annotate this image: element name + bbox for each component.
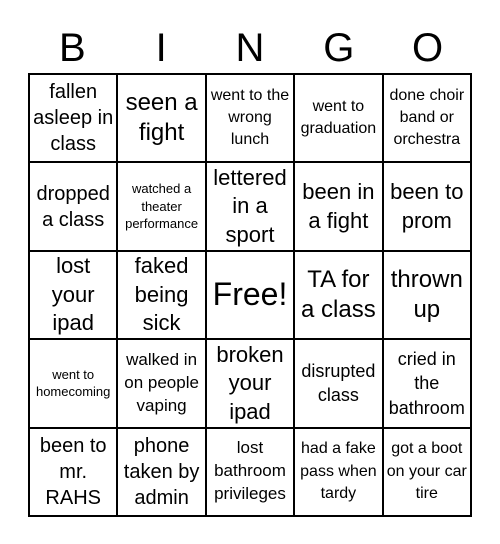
cell-text: fallen asleep in class xyxy=(33,81,114,156)
header-letter-i: I xyxy=(155,26,167,70)
bingo-cell[interactable] xyxy=(30,75,118,163)
cell-text: went to the wrong lunch xyxy=(210,86,290,149)
bingo-cell[interactable] xyxy=(207,163,295,251)
cell-text: done choir band or orchestra xyxy=(389,86,465,149)
bingo-cell[interactable] xyxy=(30,340,118,428)
bingo-cell[interactable] xyxy=(384,340,472,428)
cell-text: lettered in a sport xyxy=(213,164,287,247)
bingo-cell[interactable] xyxy=(118,429,206,517)
bingo-cell[interactable] xyxy=(295,75,383,163)
header-letter-n: N xyxy=(235,26,265,70)
bingo-cell[interactable] xyxy=(384,429,472,517)
cell-text: seen a fight xyxy=(125,89,198,147)
bingo-cell[interactable] xyxy=(295,252,383,340)
cell-text: went to homecoming xyxy=(35,366,111,400)
cell-text: went to graduation xyxy=(300,97,377,138)
cell-text: lost bathroom privileges xyxy=(214,438,286,504)
bingo-cell[interactable] xyxy=(118,75,206,163)
bingo-cell[interactable] xyxy=(207,340,295,428)
cell-text: dropped a class xyxy=(36,182,110,231)
free-space-text: Free! xyxy=(212,276,288,313)
header-letter-b: B xyxy=(59,26,86,70)
bingo-cell[interactable] xyxy=(118,163,206,251)
bingo-cell[interactable] xyxy=(118,252,206,340)
header-letter-o: O xyxy=(412,26,444,70)
header-letter-g: G xyxy=(323,26,355,70)
bingo-cell[interactable] xyxy=(207,75,295,163)
cell-text: TA for a class xyxy=(301,265,376,323)
bingo-cell[interactable] xyxy=(30,252,118,340)
bingo-cell[interactable] xyxy=(30,163,118,251)
bingo-cell[interactable] xyxy=(384,252,472,340)
bingo-cell[interactable] xyxy=(295,163,383,251)
bingo-cell[interactable] xyxy=(295,429,383,517)
bingo-cell[interactable] xyxy=(295,340,383,428)
cell-text: been in a fight xyxy=(302,179,375,233)
bingo-cell[interactable] xyxy=(384,163,472,251)
cell-text: lost your ipad xyxy=(51,253,95,336)
cell-text: cried in the bathroom xyxy=(388,348,465,418)
cell-text: broken your ipad xyxy=(216,341,284,424)
cell-text: walked in on people vaping xyxy=(124,349,199,415)
cell-text: faked being sick xyxy=(134,253,189,336)
bingo-cell[interactable] xyxy=(384,75,472,163)
cell-text: watched a theater performance xyxy=(125,181,199,232)
cell-text: had a fake pass when tardy xyxy=(300,440,377,502)
free-space[interactable] xyxy=(207,252,295,340)
bingo-board xyxy=(28,73,472,517)
cell-text: got a boot on your car tire xyxy=(386,440,467,502)
bingo-cell[interactable] xyxy=(118,340,206,428)
cell-text: disrupted class xyxy=(301,361,376,406)
cell-text: phone taken by admin xyxy=(123,434,200,509)
cell-text: been to prom xyxy=(390,179,464,233)
bingo-cell[interactable] xyxy=(207,429,295,517)
cell-text: thrown up xyxy=(390,265,463,323)
bingo-cell[interactable] xyxy=(30,429,118,517)
bingo-header xyxy=(28,22,472,74)
cell-text: been to mr. RAHS xyxy=(39,434,107,509)
